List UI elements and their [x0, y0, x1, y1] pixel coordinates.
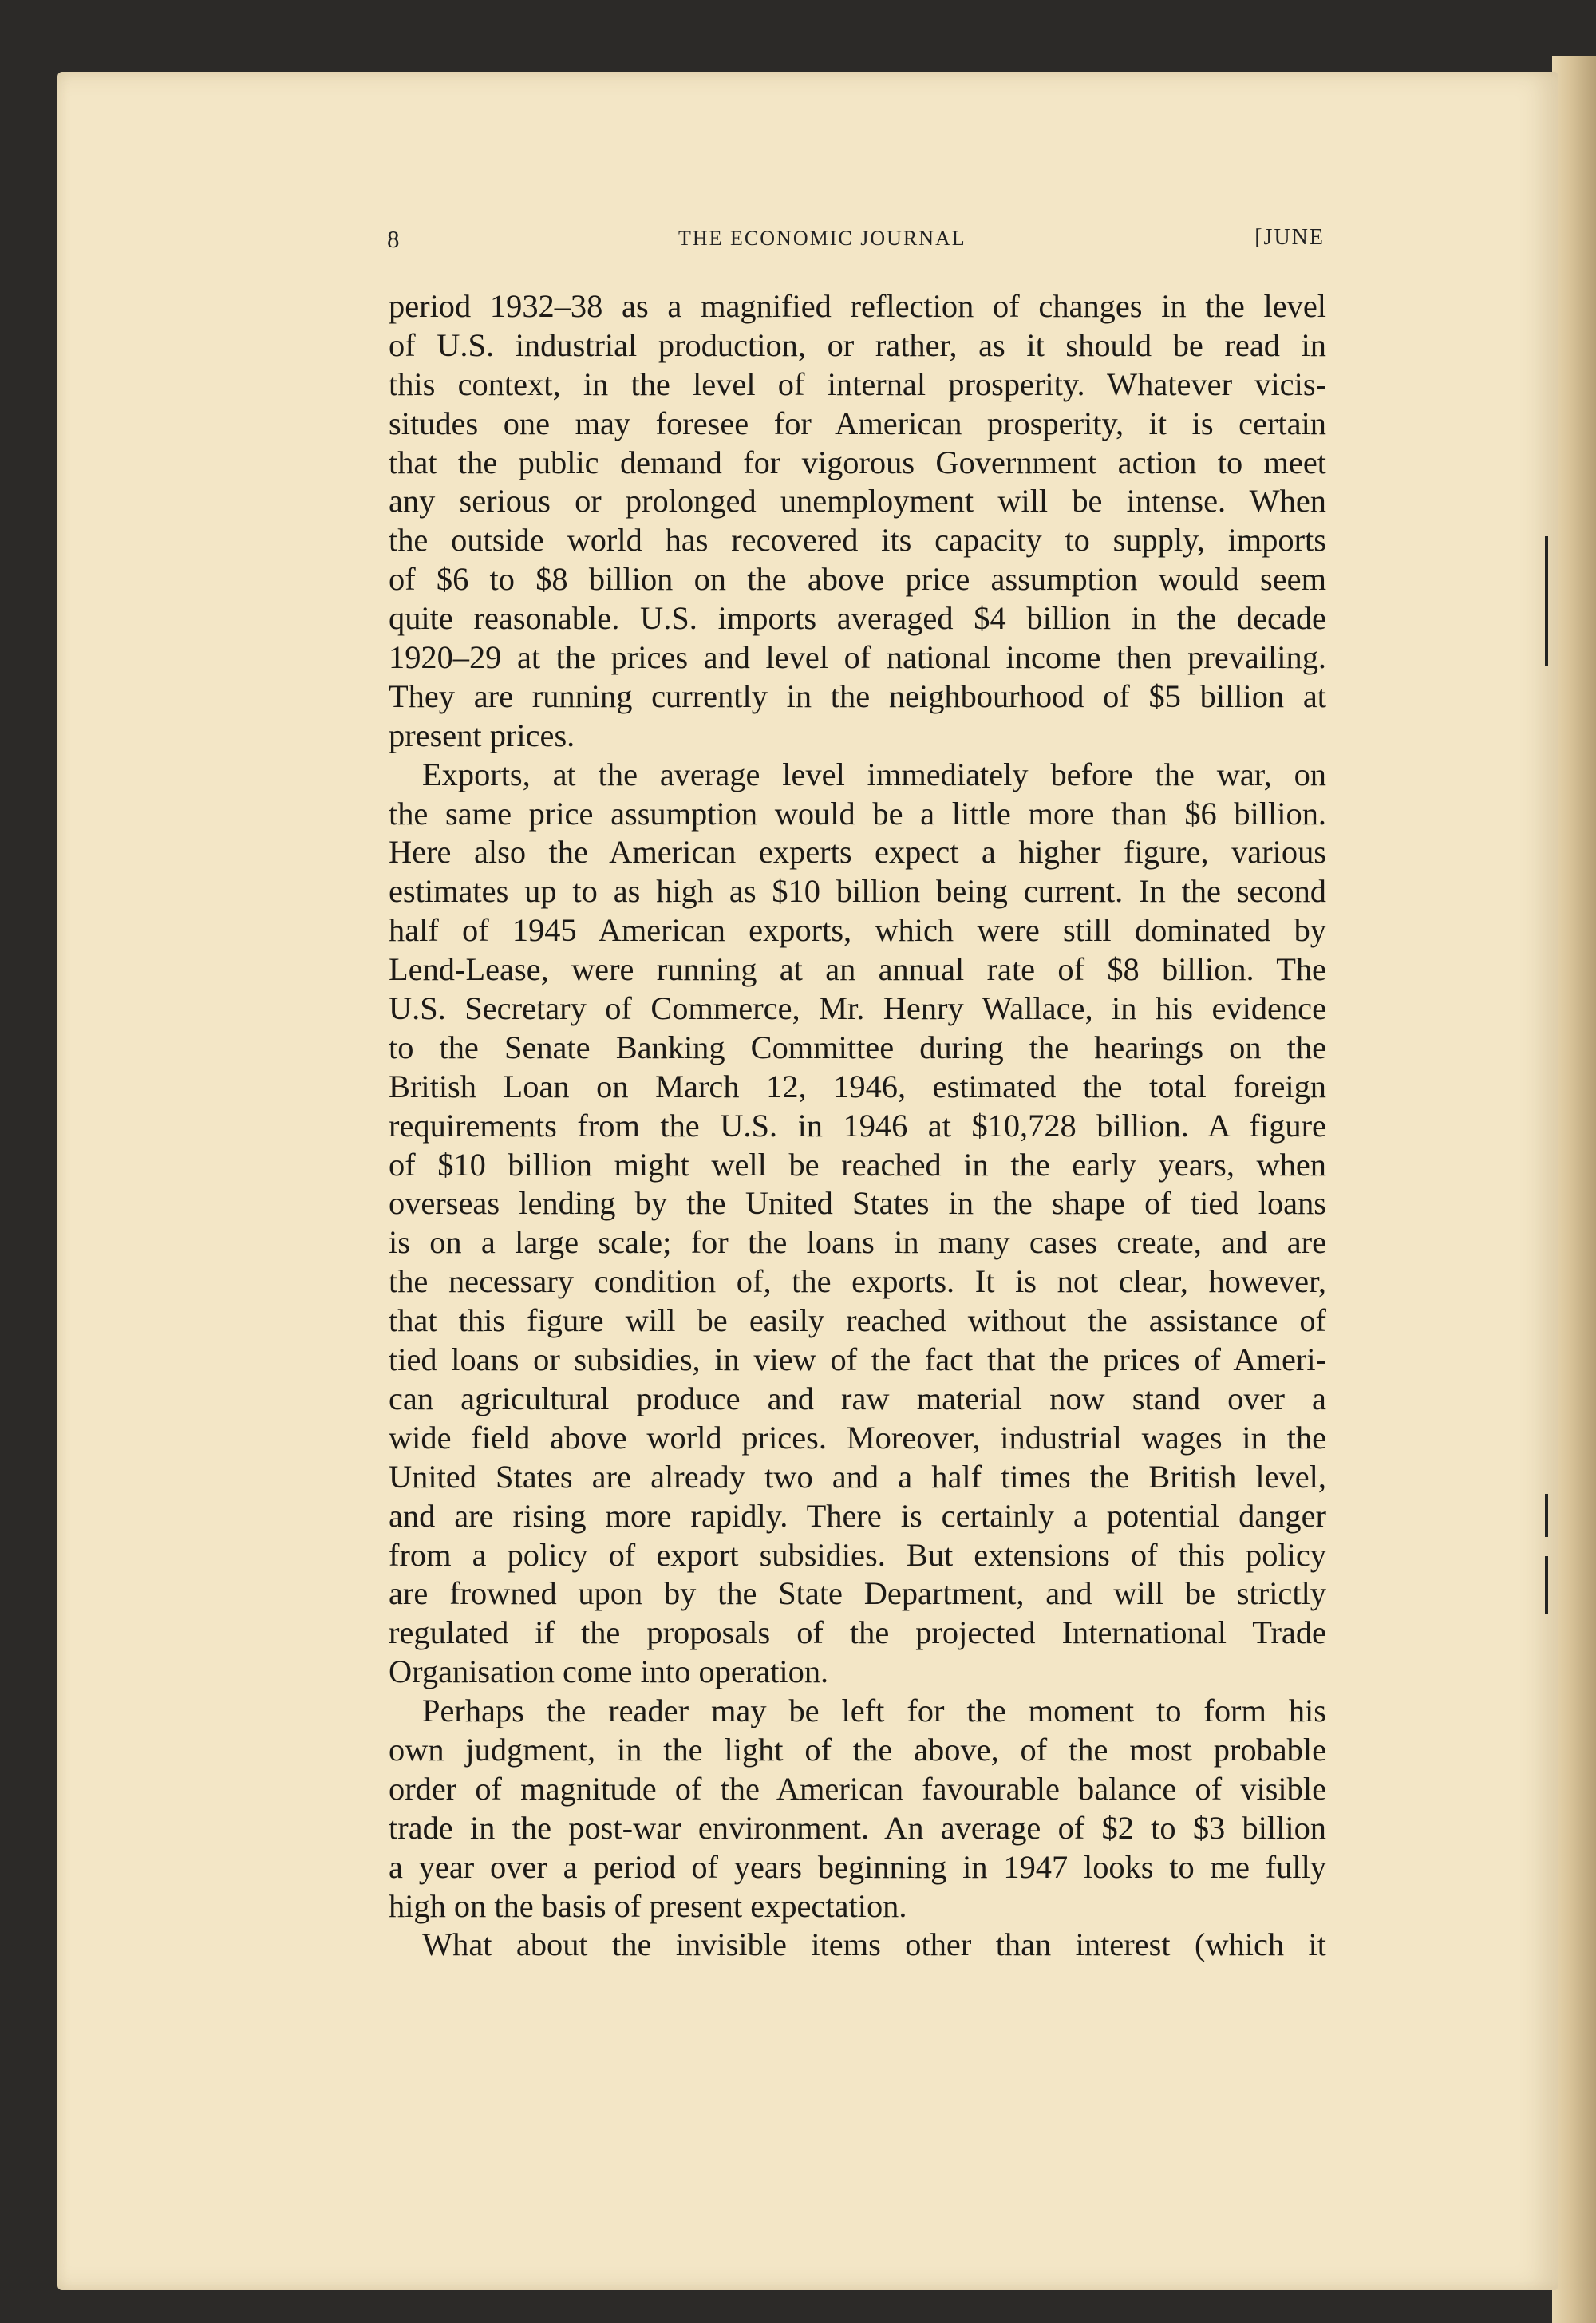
text-line: and are rising more rapidly. There is certainly a potential danger: [389, 1497, 1326, 1534]
journal-title: THE ECONOMIC JOURNAL: [678, 227, 966, 250]
text-line: a year over a period of years beginning in 1947 looks to me fully: [389, 1848, 1326, 1885]
text-line: to the Senate Banking Committee during the hearings on the: [389, 1029, 1326, 1065]
text-line: high on the basis of present expectation.: [389, 1887, 907, 1924]
text-line: that this figure will be easily reached without the assistance of: [389, 1302, 1326, 1339]
text-line: order of magnitude of the American favourable balance of visible: [389, 1770, 1326, 1807]
text-line: 1920–29 at the prices and level of national income then prevailing.: [389, 639, 1326, 676]
text-line: quite reasonable. U.S. imports averaged $4 billion in the decade: [389, 600, 1326, 637]
text-line: is on a large scale; for the loans in many cases create, and are: [389, 1224, 1326, 1261]
text-line: half of 1945 American exports, which were still dominated by: [389, 912, 1326, 949]
page-number: 8: [387, 225, 400, 253]
body-text: [389, 287, 1326, 1965]
text-line: estimates up to as high as $10 billion being current. In the second: [389, 873, 1326, 910]
running-header: [387, 225, 1325, 260]
margin-mark: [1545, 1556, 1548, 1614]
text-line: What about the invisible items other than interest (which it: [422, 1926, 1326, 1963]
text-line: period 1932–38 as a magnified reflection of changes in the level: [389, 288, 1326, 324]
text-line: They are running currently in the neighbourhood of $5 billion at: [389, 678, 1326, 714]
text-line: of $6 to $8 billion on the above price assumption would seem: [389, 561, 1326, 598]
text-line: of U.S. industrial production, or rather, as it should be read in: [389, 326, 1326, 363]
margin-mark: [1545, 1494, 1548, 1537]
text-line: trade in the post-war environment. An average of $2 to $3 billion: [389, 1809, 1326, 1846]
text-line: are frowned upon by the State Department, and will be strictly: [389, 1575, 1326, 1612]
text-line: Lend-Lease, were running at an annual rate of $8 billion. The: [389, 951, 1326, 988]
text-line: overseas lending by the United States in the shape of tied loans: [389, 1185, 1326, 1222]
text-line: own judgment, in the light of the above, of the most probable: [389, 1731, 1326, 1768]
text-line: Perhaps the reader may be left for the moment to form his: [422, 1693, 1326, 1729]
text-line: the same price assumption would be a little more than $6 billion.: [389, 795, 1326, 832]
text-line: British Loan on March 12, 1946, estimated the total foreign: [389, 1068, 1326, 1104]
text-line: tied loans or subsidies, in view of the fact that the prices of Ameri-: [389, 1341, 1326, 1378]
text-line: U.S. Secretary of Commerce, Mr. Henry Wallace, in his evidence: [389, 990, 1326, 1027]
text-line: can agricultural produce and raw material now stand over a: [389, 1380, 1326, 1416]
text-line: the necessary condition of, the exports. It is not clear, however,: [389, 1263, 1326, 1300]
text-line: wide field above world prices. Moreover, industrial wages in the: [389, 1419, 1326, 1456]
text-line: present prices.: [389, 717, 575, 753]
text-line: of $10 billion might well be reached in the early years, when: [389, 1146, 1326, 1183]
text-line: from a policy of export subsidies. But extensions of this policy: [389, 1536, 1326, 1573]
margin-mark: [1545, 536, 1548, 666]
text-line: Organisation come into operation.: [389, 1653, 829, 1690]
text-line: situdes one may foresee for American prosperity, it is certain: [389, 405, 1326, 441]
page-edge: [1552, 56, 1596, 2323]
text-line: requirements from the U.S. in 1946 at $10,728 billion. A figure: [389, 1107, 1326, 1144]
text-line: Exports, at the average level immediately before the war, on: [422, 756, 1326, 792]
text-line: this context, in the level of internal prosperity. Whatever vicis-: [389, 365, 1326, 402]
text-line: any serious or prolonged unemployment will be intense. When: [389, 483, 1326, 520]
text-line: that the public demand for vigorous Government action to meet: [389, 444, 1326, 480]
issue-month: [JUNE: [1254, 225, 1325, 250]
text-line: United States are already two and a half times the British level,: [389, 1458, 1326, 1495]
text-line: Here also the American experts expect a higher figure, various: [389, 834, 1326, 871]
text-line: the outside world has recovered its capacity to supply, imports: [389, 522, 1326, 559]
text-line: regulated if the proposals of the projected International Trade: [389, 1614, 1326, 1651]
